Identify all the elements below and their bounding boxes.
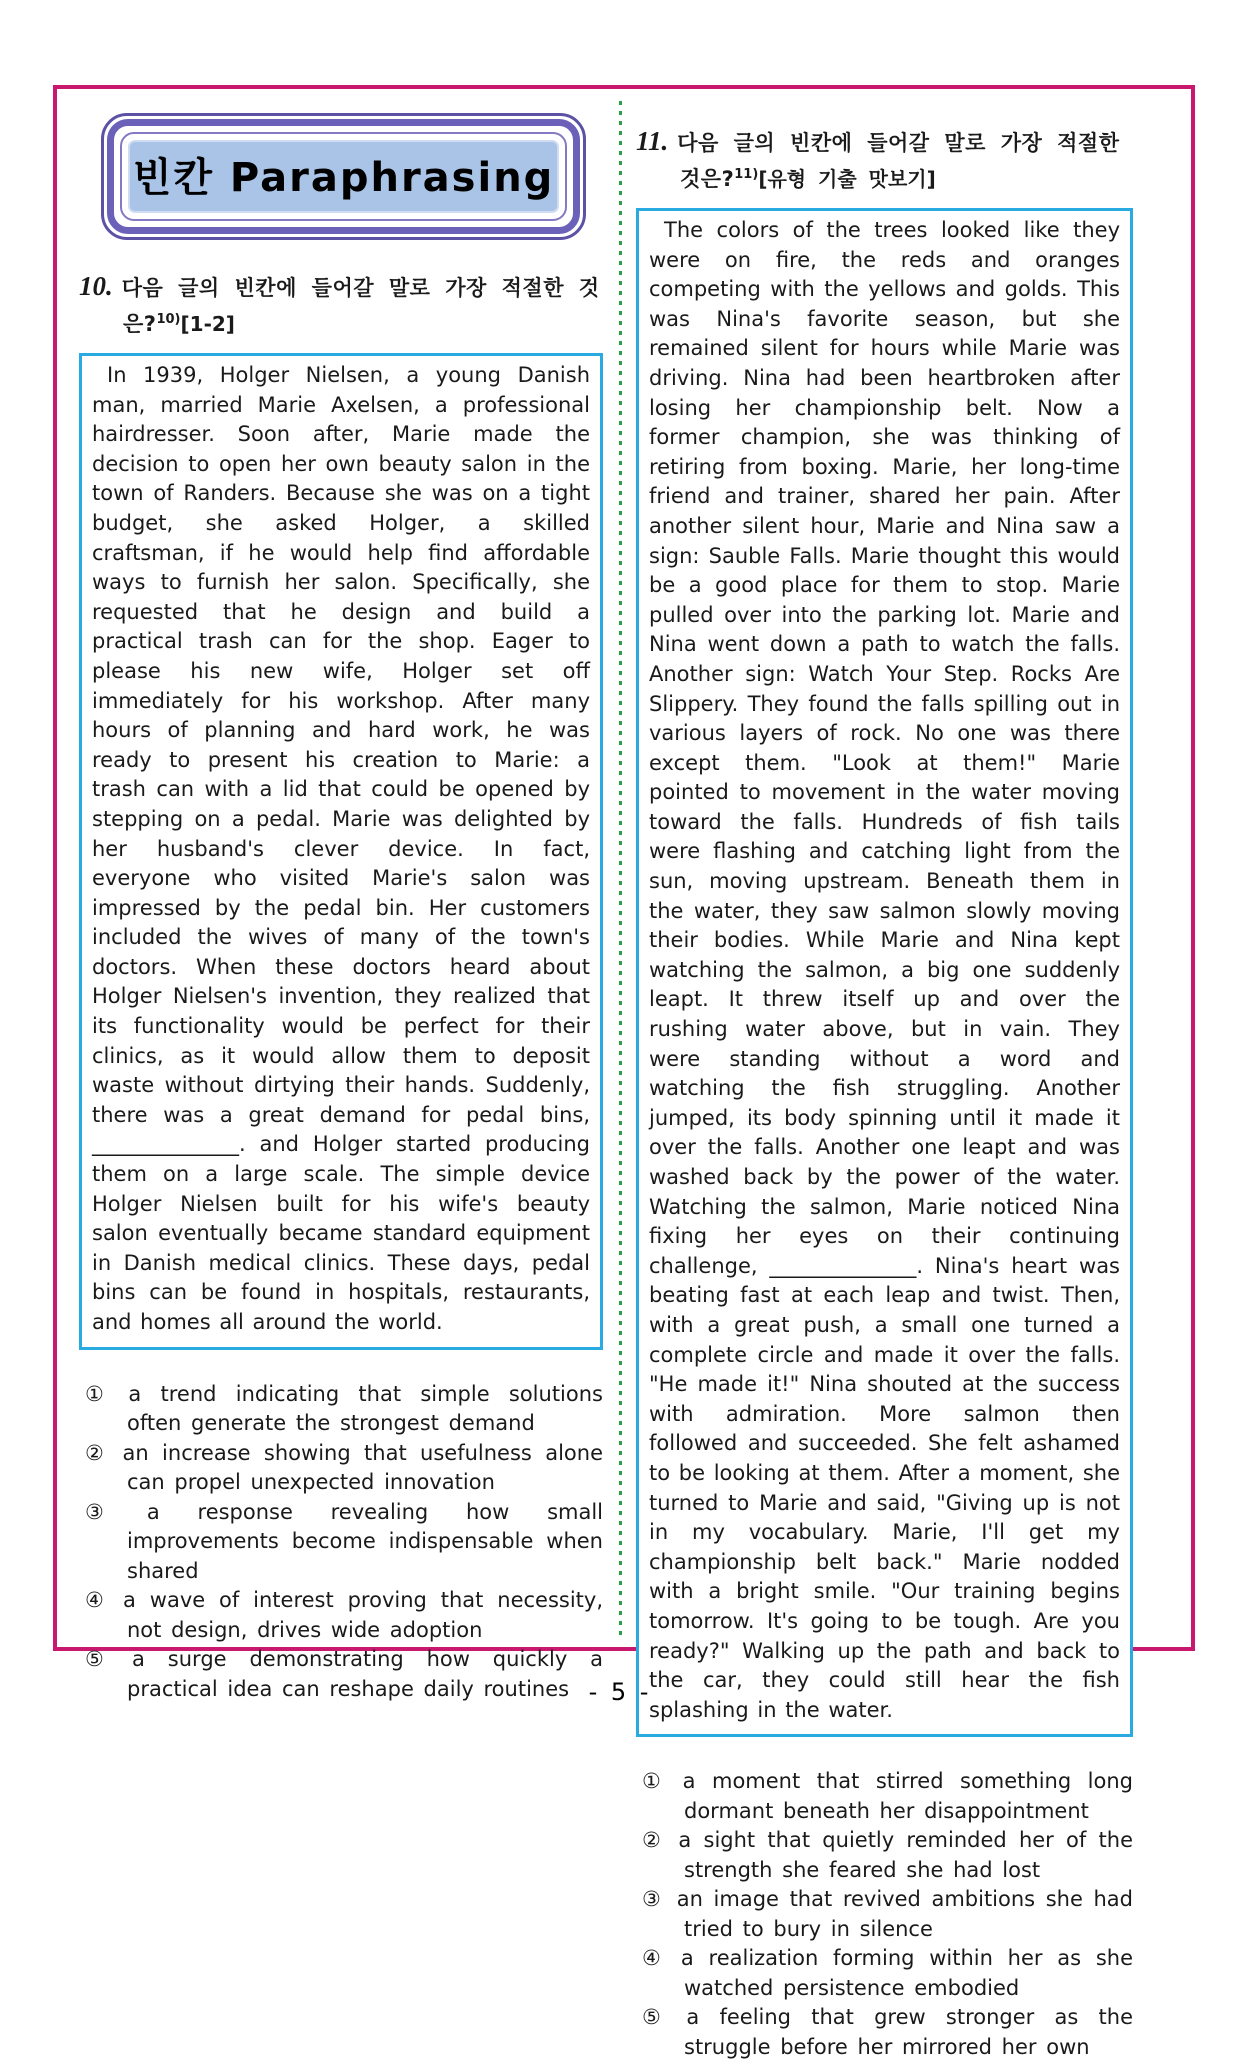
question-11 (636, 125, 1133, 2062)
option-marker: ① (642, 1769, 668, 1794)
option-marker: ③ (642, 1887, 662, 1912)
question-10 (79, 270, 603, 1704)
option-marker: ③ (85, 1499, 132, 1524)
option-item (85, 1498, 603, 1587)
option-item (642, 2003, 1133, 2062)
option-item (642, 1767, 1133, 1826)
section-title-banner (101, 113, 586, 240)
option-text: an increase showing that usefulness alone can propel unexpected innovation (122, 1440, 604, 1495)
question-prompt: 다음 글의 빈칸에 들어갈 말로 가장 적절한 것은? (121, 276, 600, 336)
option-text: a surge demonstrating how quickly a practical idea can reshape daily routines (127, 1647, 604, 1701)
option-marker: ⑤ (85, 1647, 118, 1672)
option-marker: ① (85, 1381, 114, 1406)
passage-text: The colors of the trees looked like they were on fire, the reds and oranges competing with the yellows and golds. This was Nina's favorite season, but she remained silent for hours while Marie was driving. Nina had been heartbroken after losing her championship belt. Now a former champion, she was thinking of retiring from boxing. Marie, her long-time friend and trainer, shared her pain. After another silent hour, Marie and Nina saw a sign: Sauble Falls. Marie thought this would be a good place for them to stop. Marie pulled over into the parking lot. Marie and Nina went down a path to watch the falls. Another sign: Watch Your Step. Rocks Are Slippery. They found the falls spilling out in various layers of rock. No one was there except them. "Look at them!" Marie pointed to movement in the water moving toward the falls. Hundreds of fish tails were flashing and catching light from the sun, moving upstream. Beneath them in the water, they saw salmon slowly moving their bodies. While Marie and Nina kept watching the salmon, a big one suddenly leapt. It threw itself up and over the rushing water above, but in vain. They were standing without a word and watching the fish struggling. Another jumped, its body spinning until it made it over the falls. Another one leapt and was washed back by the power of the water. Watching the salmon, Marie noticed Nina fixing her eyes on their continuing challenge, ______________. Nina's heart was beating fast at each leap and twist. Then, with a great push, a small one turned a complete circle and made it over the falls. "He made it!" Nina shouted at the success with admiration. More salmon then followed and succeeded. She felt ashamed to be looking at them. After a moment, she turned to Marie and said, "Giving up is not in my vocabulary. Marie, I'll get my championship belt back." Marie nodded with a bright smile. "Our training begins tomorrow. It's going to be tough. Are you ready?" Walking up the path and back to the car, they could still hear the fish splashing in the water. (649, 218, 1120, 1722)
footnote-marker: 10) (156, 312, 181, 327)
question-range-tag: [1-2] (180, 312, 235, 336)
passage-text: In 1939, Holger Nielsen, a young Danish man, married Marie Axelsen, a professional hairdresser. Soon after, Marie made the decision to open her own beauty salon in the town of Randers. Because she was on a tight budget, she asked Holger, a skilled craftsman, if he would help find affordable ways to furnish her salon. Specifically, she requested that he design and build a practical trash can for the shop. Eager to please his new wife, Holger set off immediately for his workshop. After many hours of planning and hard work, he was ready to present his creation to Marie: a trash can with a lid that could be opened by stepping on a pedal. Marie was delighted by her husband's clever device. In fact, everyone who visited Marie's salon was impressed by the pedal bin. Her customers included the wives of many of the town's doctors. When these doctors heard about Holger Nielsen's invention, they realized that its functionality would be perfect for their clinics, as it would allow them to deposit waste without dirtying their hands. Suddenly, there was a great demand for pedal bins, ______________. and Holger started producing them on a large scale. The simple device Holger Nielsen built for his wife's beauty salon eventually became standard equipment in Danish medical clinics. These days, pedal bins can be found in hospitals, restaurants, and homes all around the world. (92, 363, 590, 1334)
option-marker: ④ (642, 1946, 666, 1971)
page-number: - 5 - (588, 1678, 652, 1706)
option-item (642, 1885, 1133, 1944)
options-list-11 (636, 1767, 1133, 2062)
options-list-10 (79, 1380, 603, 1705)
option-text: a realization forming within her as she watched persistence embodied (680, 1946, 1133, 2000)
left-column (57, 89, 619, 1701)
option-marker: ② (642, 1828, 664, 1853)
option-text: a sight that quietly reminded her of the strength she feared she had lost (678, 1828, 1134, 1882)
option-item (85, 1586, 603, 1645)
option-text: an image that revived ambitions she had tried to bury in silence (676, 1887, 1134, 1941)
banner-ring-inner (120, 132, 567, 221)
section-title: 빈칸 Paraphrasing (125, 137, 562, 216)
option-marker: ⑤ (642, 2005, 672, 2030)
option-text: a response revealing how small improvements become indispensable when shared (127, 1499, 604, 1583)
question-number: 11. (636, 126, 669, 156)
option-item (85, 1380, 603, 1439)
passage-box-10 (79, 353, 603, 1350)
option-item (642, 1826, 1133, 1885)
option-item (85, 1439, 603, 1498)
option-text: a trend indicating that simple solutions often generate the strongest demand (127, 1381, 603, 1436)
option-marker: ④ (85, 1588, 109, 1613)
option-text: a moment that stirred something long dormant beneath her disappointment (682, 1769, 1133, 1823)
option-text: a wave of interest proving that necessity, not design, drives wide adoption (123, 1588, 604, 1642)
question-10-header (79, 270, 603, 340)
question-type-tag: [유형 기출 맛보기] (758, 167, 936, 191)
option-marker: ② (85, 1440, 108, 1465)
question-number: 10. (79, 271, 113, 301)
footnote-marker: 11) (734, 167, 759, 182)
banner-ring (107, 119, 580, 234)
question-prompt: 다음 글의 빈칸에 들어갈 말로 가장 적절한 것은? (677, 131, 1120, 191)
option-text: a feeling that grew stronger as the struggle before her mirrored her own (684, 2005, 1133, 2059)
question-11-header (636, 125, 1133, 195)
page-border (53, 85, 1195, 2059)
passage-box-11 (636, 208, 1133, 1737)
right-column (622, 89, 1191, 2059)
option-item (642, 1944, 1133, 2003)
